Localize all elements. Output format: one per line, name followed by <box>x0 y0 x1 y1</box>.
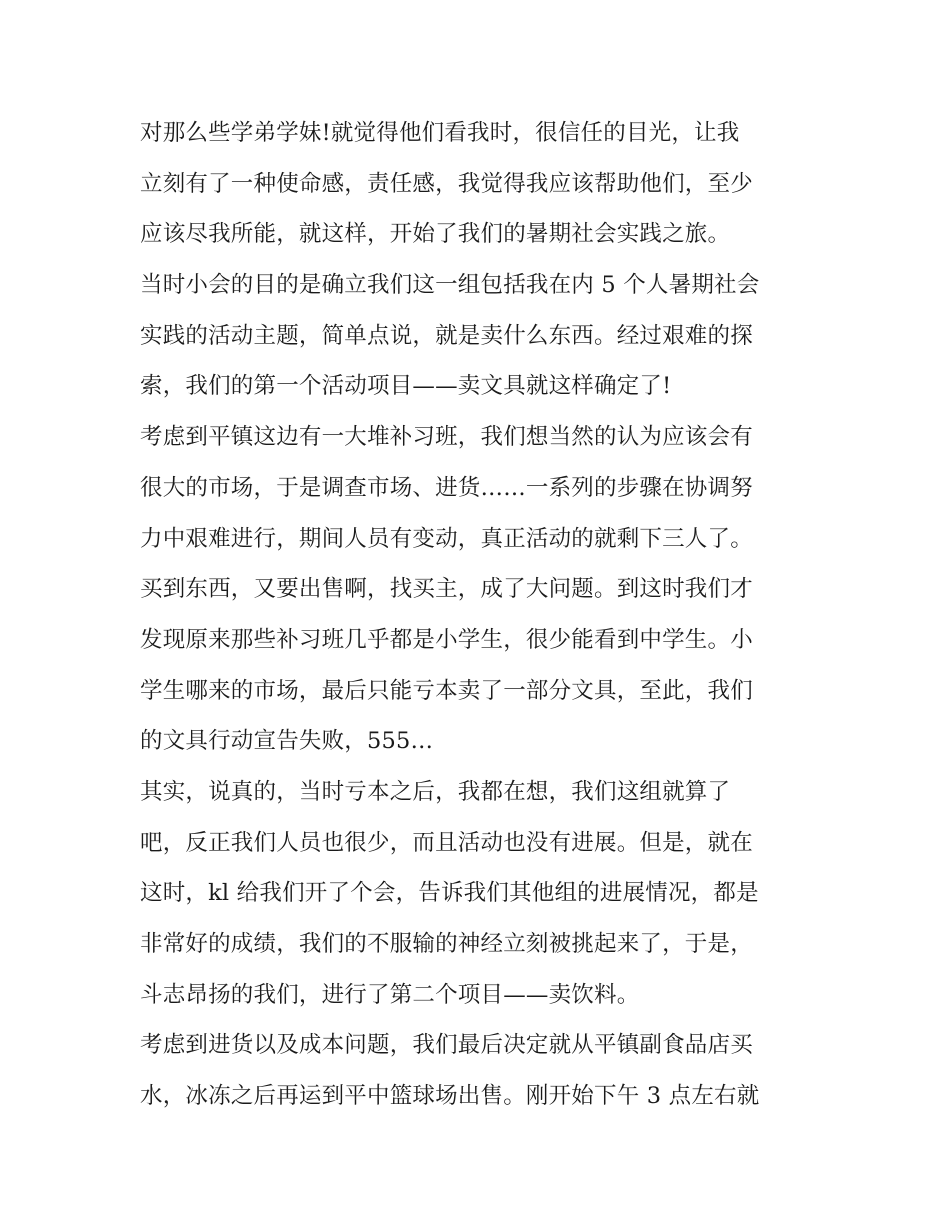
text-line: 其实，说真的，当时亏本之后，我都在想，我们这组就算了 <box>140 778 731 805</box>
text-line: 对那么些学弟学妹!就觉得他们看我时，很信任的目光，让我 <box>140 120 740 146</box>
text-line: 这时，kl 给我们开了个会，告诉我们其他组的进展情况，都是 <box>140 880 759 907</box>
document-body <box>140 108 820 1122</box>
text-line: 考虑到平镇这边有一大堆补习班，我们想当然的认为应该会有 <box>140 424 753 451</box>
text-line: 买到东西，又要出售啊，找买主，成了大问题。到这时我们才 <box>140 576 753 603</box>
paragraph <box>140 108 820 260</box>
text-line: 水，冰冻之后再运到平中篮球场出售。刚开始下午 3 点左右就 <box>140 1083 760 1110</box>
text-line: 的文具行动宣告失败，555… <box>140 728 434 755</box>
paragraph <box>140 1020 820 1121</box>
text-line: 实践的活动主题，简单点说，就是卖什么东西。经过艰难的探 <box>140 322 753 349</box>
paragraph <box>140 564 820 767</box>
text-line: 发现原来那些补习班几乎都是小学生，很少能看到中学生。小 <box>140 626 753 653</box>
text-line: 立刻有了一种使命感，责任感，我觉得我应该帮助他们，至少 <box>140 170 753 197</box>
paragraph <box>140 260 820 412</box>
text-line: 当时小会的目的是确立我们这一组包括我在内 5 个人暑期社会 <box>140 272 760 299</box>
text-line: 索，我们的第一个活动项目——卖文具就这样确定了! <box>140 373 672 400</box>
text-line: 很大的市场，于是调查市场、进货……一系列的步骤在协调努 <box>140 474 753 501</box>
paragraph <box>140 412 820 564</box>
text-line: 考虑到进货以及成本问题，我们最后决定就从平镇副食品店买 <box>140 1032 753 1059</box>
text-line: 吧，反正我们人员也很少，而且活动也没有进展。但是，就在 <box>140 829 753 856</box>
text-line: 学生哪来的市场，最后只能亏本卖了一部分文具，至此，我们 <box>140 677 753 704</box>
text-line: 非常好的成绩，我们的不服输的神经立刻被挑起来了，于是， <box>140 931 753 957</box>
text-line: 斗志昂扬的我们，进行了第二个项目——卖饮料。 <box>140 981 640 1008</box>
paragraph <box>140 767 820 1020</box>
text-line: 力中艰难进行，期间人员有变动，真正活动的就剩下三人了。 <box>140 525 753 552</box>
text-line: 应该尽我所能，就这样，开始了我们的暑期社会实践之旅。 <box>140 221 731 248</box>
